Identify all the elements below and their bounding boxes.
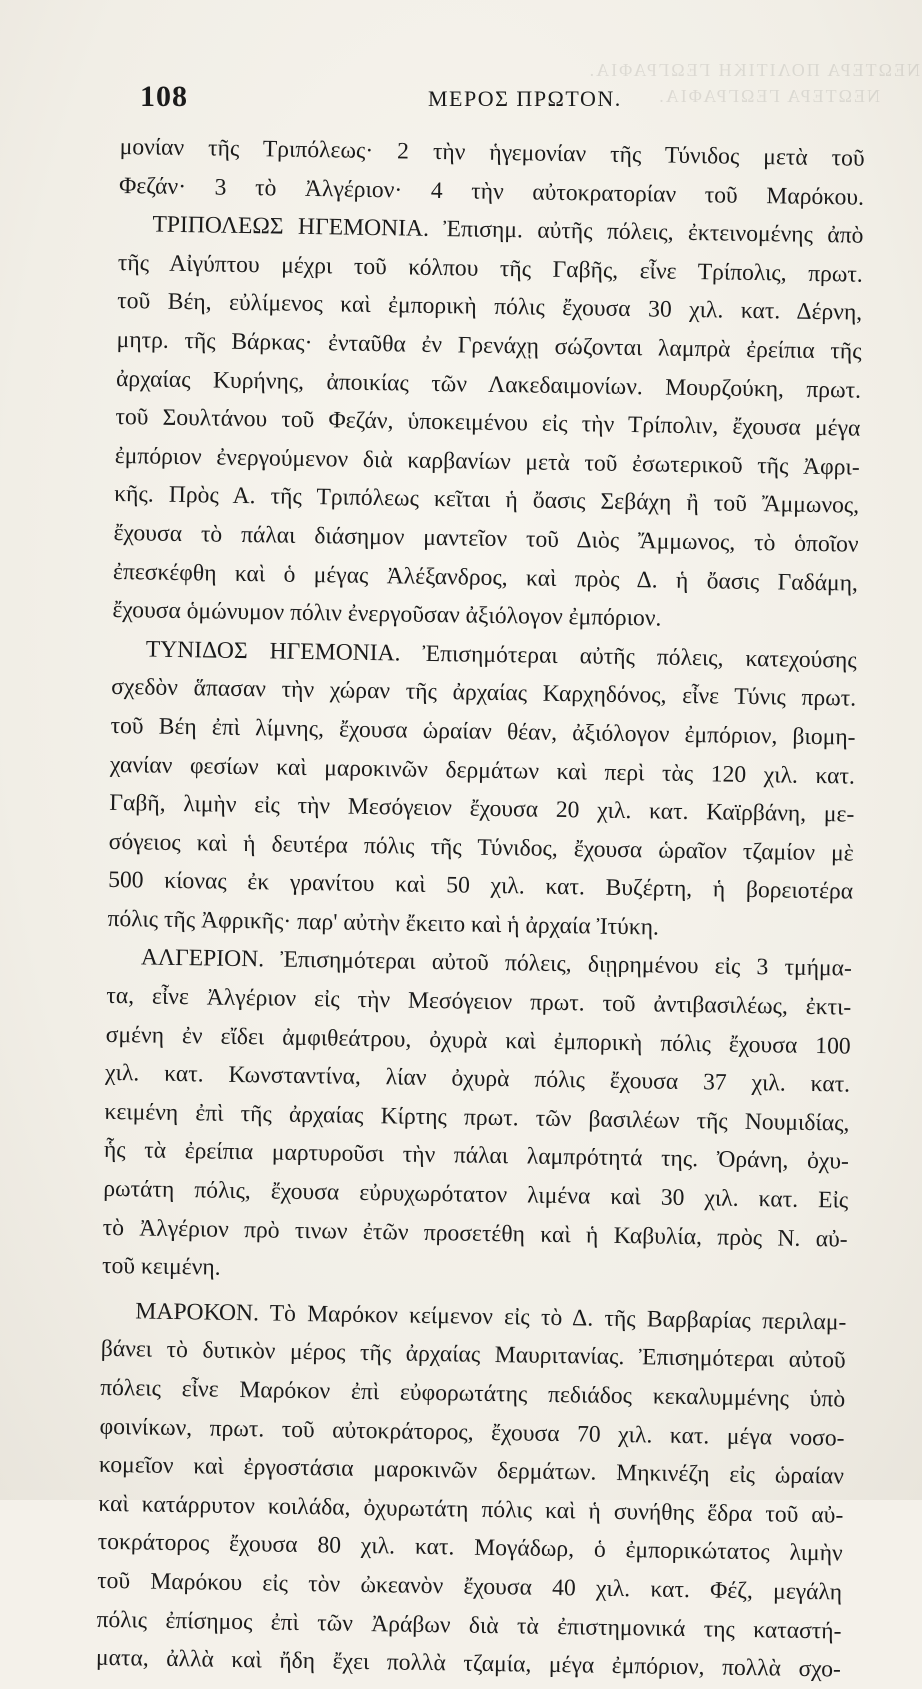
text-line: κῆς. Πρὸς Α. τῆς Τριπόλεως κεῖται ἡ ὄασις Σεβάχη ἢ τοῦ Ἄμμωνος,: [114, 481, 860, 519]
text-line: ματα, ἀλλὰ καὶ ἤδη ἔχει πολλὰ τζαμία, μέγα ἐμπόριον, πολλὰ σχο-: [95, 1644, 842, 1683]
text-line: τῆς Αἰγύπτου μέχρι τοῦ κόλπου τῆς Γαβῆς, εἶνε Τρίπολις, πρωτ.: [117, 249, 863, 288]
text-line: ἔχουσα ὁμώνυμον πόλιν ἐνεργοῦσαν ἀξιόλογον ἐμπόριον.: [112, 597, 662, 632]
text-line: 500 κίονας ἐκ γρανίτου καὶ 50 χιλ. κατ. Βυζέρτη, ἡ βορειοτέρα: [107, 867, 854, 905]
text-line: τοῦ Βέη ἐπὶ λίμνης, ἔχουσα ὡραίαν θέαν, ἀξιόλογον ἐμπόριον, βιομη-: [110, 712, 856, 751]
text-line: τοῦ Μαρόκου εἰς τὸν ὠκεανὸν ἔχουσα 40 χιλ. κατ. Φέζ, μεγάλη: [96, 1567, 843, 1606]
text-line: τὸ Ἀλγέριον πρὸ τινων ἐτῶν προσετέθη καὶ ἡ Καβυλία, πρὸς Ν. αὐ-: [102, 1214, 848, 1253]
text-line: κειμένη ἐπὶ τῆς ἀρχαίας Κίρτης πρωτ. τῶν βασιλέων τῆς Νουμιδίας,: [104, 1098, 850, 1137]
text-line: τοῦ Βέη, εὐλίμενος καὶ ἐμπορικὴ πόλις ἔχουσα 30 χιλ. κατ. Δέρνη,: [117, 288, 863, 327]
text-line: πόλεις εἶνε Μαρόκον ἐπὶ εὐφορωτάτης πεδιάδος κεκαλυμμένης ὑπὸ: [100, 1374, 846, 1413]
text-line: ρωτάτη πόλις, ἔχουσα εὐρυχωρότατον λιμένα καὶ 30 χιλ. κατ. Εἰς: [103, 1175, 849, 1214]
text-line: χανίαν φεσίων καὶ μαροκινῶν δερμάτων καὶ περὶ τὰς 120 χιλ. κατ.: [109, 751, 856, 790]
text-line: χιλ. κατ. Κωνσταντίνα, λίαν ὀχυρὰ πόλις ἔχουσα 37 χιλ. κατ.: [104, 1060, 851, 1098]
text-line: ἐπεσκέφθη καὶ ὁ μέγας Ἀλέξανδρος, καὶ πρὸς Δ. ἡ ὄασις Γαδάμη,: [112, 558, 859, 597]
section-heading-line: ΤΡΙΠΟΛΕΩΣ ΗΓΕΜΟΝΙΑ. Ἐπισημ. αὐτῆς πόλεις, ἐκτεινομένης ἀπὸ: [152, 211, 864, 249]
text-line: σμένη ἐν εἴδει ἀμφιθεάτρου, ὀχυρὰ καὶ ἐμπορικὴ πόλις ἔχουσα 100: [105, 1021, 851, 1060]
text-line: Γαβῆ, λιμὴν εἰς τὴν Μεσόγειον ἔχουσα 20 χιλ. κατ. Καϊρβάνη, με-: [109, 790, 855, 828]
text-line: βάνει τὸ δυτικὸν μέρος τῆς ἀρχαίας Μαυριτανίας. Ἐπισημότεραι αὐτοῦ: [100, 1336, 846, 1374]
text-line: τοκράτορος ἔχουσα 80 χιλ. κατ. Μογάδωρ, ὁ ἐμπορικώτατος λιμὴν: [97, 1529, 843, 1567]
text-line: κομεῖον καὶ ἐργοστάσια μαροκινῶν δερμάτων. Μηκινέζη εἰς ὡραίαν: [98, 1452, 845, 1490]
text-line: μητρ. τῆς Βάρκας· ἐνταῦθα ἐν Γρενάχῃ σώζονται λαμπρὰ ἐρείπια τῆς: [116, 326, 862, 365]
body-text: [96, 128, 865, 1689]
bleed-line: ΝΕΩΤΕΡΑ ΓΕΩΓΡΑΦΙΑ.: [657, 86, 880, 106]
text-line: ἀρχαίας Κυρήνης, ἀποικίας τῶν Λακεδαιμονίων. Μουρζούκη, πρωτ.: [115, 365, 862, 404]
text-line: Φεζάν· 3 τὸ Ἀλγέριον· 4 τὴν αὐτοκρατορίαν τοῦ Μαρόκου.: [118, 172, 865, 211]
text-line: τοῦ Σουλτάνου τοῦ Φεζάν, ὑποκειμένου εἰς τὴν Τρίπολιν, ἔχουσα μέγα: [115, 404, 861, 442]
section-heading-line: ΑΛΓΕΡΙΟΝ. Ἐπισημότεραι αὐτοῦ πόλεις, διῃρημένου εἰς 3 τμήμα-: [140, 944, 853, 983]
text-line: πόλις ἐπίσημος ἐπὶ τῶν Ἀράβων διὰ τὰ ἐπιστημονικά της καταστή-: [96, 1606, 842, 1645]
text-line: σχεδὸν ἅπασαν τὴν χώραν τῆς ἀρχαίας Καρχηδόνος, εἶνε Τύνις πρωτ.: [111, 674, 857, 712]
text-line: ἧς τὰ ἐρείπια μαρτυροῦσι τὴν πάλαι λαμπρότητά της. Ὀράνη, ὀχυ-: [103, 1137, 850, 1176]
running-head: ΜΕΡΟΣ ΠΡΩΤΟΝ.: [428, 86, 622, 111]
text-line: καὶ κατάρρυτον κοιλάδα, ὀχυρωτάτη πόλις καὶ ἡ συνήθης ἕδρα τοῦ αὐ-: [98, 1490, 844, 1529]
text-line: φοινίκων, πρωτ. τοῦ αὐτοκράτορος, ἔχουσα 70 χιλ. κατ. μέγα νοσο-: [99, 1413, 845, 1452]
page-header: [140, 80, 860, 120]
text-line: τα, εἶνε Ἀλγέριον εἰς τὴν Μεσόγειον πρωτ. τοῦ ἀντιβασιλέως, ἐκτι-: [106, 982, 852, 1021]
text-line: μονίαν τῆς Τριπόλεως· 2 τὴν ἡγεμονίαν τῆς Τύνιδος μετὰ τοῦ: [119, 133, 865, 172]
text-line: πόλις τῆς Ἀφρικῆς· παρ' αὐτὴν ἔκειτο καὶ ἡ ἀρχαία Ἰτύκη.: [107, 905, 660, 941]
text-line: ἔχουσα τὸ πάλαι διάσημον μαντεῖον τοῦ Διὸς Ἄμμωνος, τὸ ὁποῖον: [113, 519, 859, 558]
text-line: τοῦ κειμένη.: [101, 1253, 221, 1281]
section-heading-line: ΤΥΝΙΔΟΣ ΗΓΕΜΟΝΙΑ. Ἐπισημότεραι αὐτῆς πόλεις, κατεχούσης: [145, 636, 857, 674]
bleed-line: ΝΕΩΤΕΡΑ ΠΟΛΙΤΙΚΗ ΓΕΩΓΡΑΦΙΑ.: [587, 60, 920, 80]
section-heading-line: ΜΑΡΟΚΟΝ. Τὸ Μαρόκον κείμενον εἰς τὸ Δ. τῆς Βαρβαρίας περιλαμ-: [135, 1298, 847, 1336]
text-line: ἐμπόριον ἐνεργούμενον διὰ καρβανίων μετὰ τοῦ ἐσωτερικοῦ τῆς Ἀφρι-: [114, 442, 860, 481]
page-number: 108: [140, 80, 188, 113]
text-line: σόγειος καὶ ἡ δευτέρα πόλις τῆς Τύνιδος, ἔχουσα ὡραῖον τζαμίον μὲ: [108, 828, 854, 867]
